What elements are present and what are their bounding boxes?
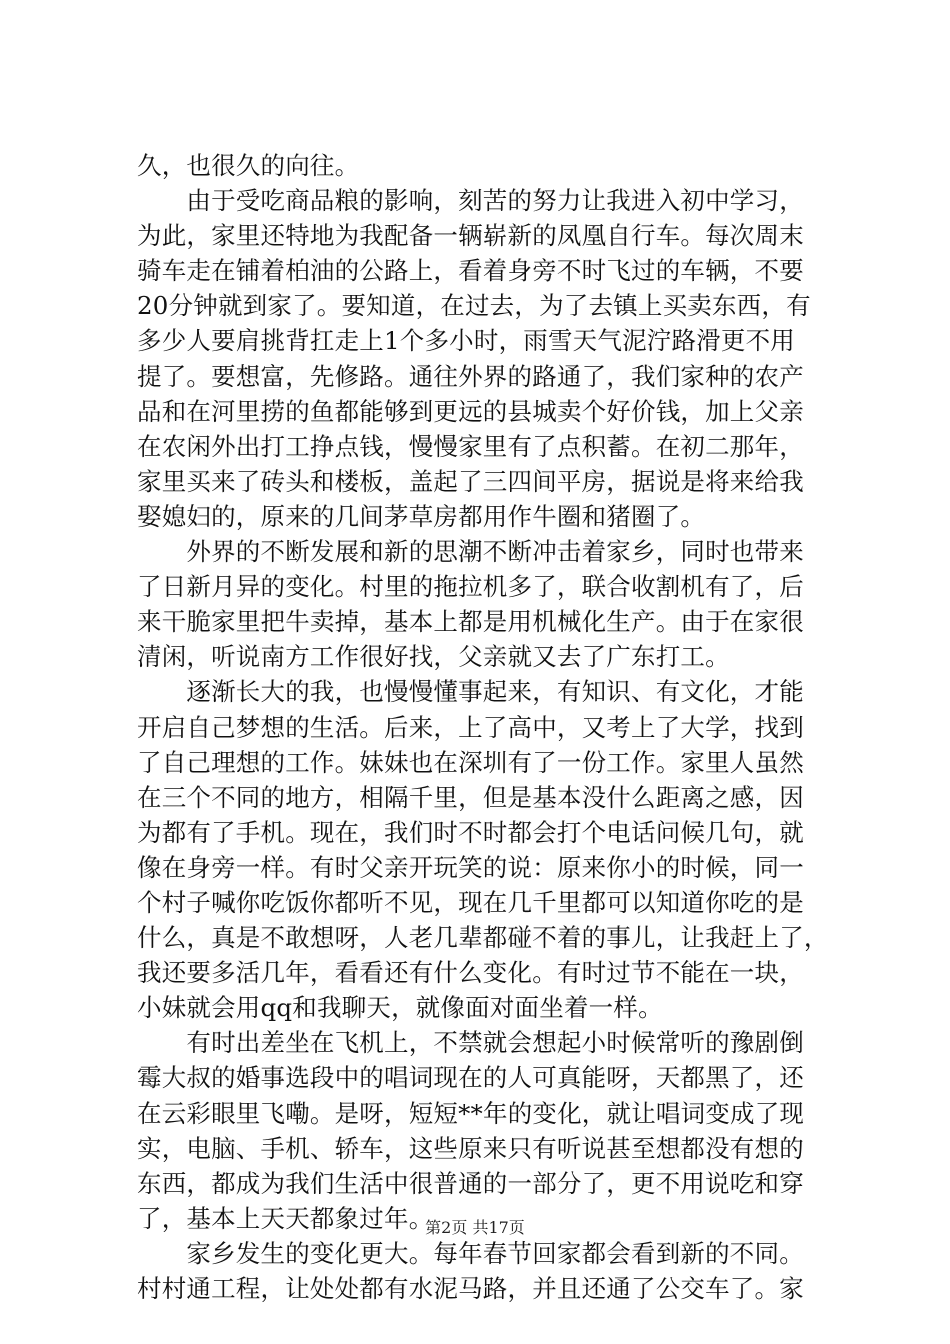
text-line: 骑车走在铺着柏油的公路上，看着身旁不时飞过的车辆，不要 [137, 256, 804, 286]
text-line: 由于受吃商品粮的影响，刻苦的努力让我进入初中学习， [137, 186, 804, 216]
text-line: 开启自己梦想的生活。后来，上了高中，又考上了大学，找到 [137, 712, 804, 742]
text-line: 像在身旁一样。有时父亲开玩笑的说：原来你小的时候，同一 [137, 852, 804, 882]
text-line: 逐渐长大的我，也慢慢懂事起来，有知识、有文化，才能 [137, 677, 804, 707]
text-line: 有时出差坐在飞机上，不禁就会想起小时候常听的豫剧倒 [137, 1028, 804, 1058]
text-line: 品和在河里捞的鱼都能够到更远的县城卖个好价钱，加上父亲 [137, 396, 804, 426]
text-line: 家里买来了砖头和楼板，盖起了三四间平房，据说是将来给我 [137, 466, 804, 496]
text-line: 来干脆家里把牛卖掉，基本上都是用机械化生产。由于在家很 [137, 607, 804, 637]
text-line: 20分钟就到家了。要知道，在过去，为了去镇上买卖东西，有 [137, 291, 811, 321]
text-line: 个村子喊你吃饭你都听不见，现在几千里都可以知道你吃的是 [137, 887, 804, 917]
text-line: 娶媳妇的，原来的几间茅草房都用作牛圈和猪圈了。 [137, 501, 706, 531]
text-line: 实，电脑、手机、轿车，这些原来只有听说甚至想都没有想的 [137, 1133, 804, 1163]
text-line: 家乡发生的变化更大。每年春节回家都会看到新的不同。 [137, 1238, 804, 1268]
text-line: 在农闲外出打工挣点钱，慢慢家里有了点积蓄。在初二那年， [137, 431, 804, 461]
text-line: 东西，都成为我们生活中很普通的一部分了，更不用说吃和穿 [137, 1168, 804, 1198]
text-line: 久，也很久的向往。 [137, 151, 360, 180]
document-body [137, 148, 827, 1306]
text-line: 外界的不断发展和新的思潮不断冲击着家乡，同时也带来 [137, 537, 804, 567]
text-line: 小妹就会用qq和我聊天，就像面对面坐着一样。 [137, 993, 663, 1023]
text-line: 为此，家里还特地为我配备一辆崭新的凤凰自行车。每次周末 [137, 221, 804, 251]
text-line: 为都有了手机。现在，我们时不时都会打个电话问候几句，就 [137, 817, 804, 847]
text-line: 村村通工程，让处处都有水泥马路，并且还通了公交车了。家 [137, 1274, 804, 1303]
text-line: 在三个不同的地方，相隔千里，但是基本没什么距离之感，因 [137, 782, 804, 812]
text-line: 清闲，听说南方工作很好找，父亲就又去了广东打工。 [137, 642, 730, 672]
text-line: 什么，真是不敢想呀，人老几辈都碰不着的事儿，让我赶上了， [137, 923, 829, 953]
text-line: 了日新月异的变化。村里的拖拉机多了，联合收割机有了，后 [137, 572, 804, 602]
text-line: 了自己理想的工作。妹妹也在深圳有了一份工作。家里人虽然 [137, 747, 804, 777]
text-line: 霉大叔的婚事选段中的唱词现在的人可真能呀，天都黑了，还 [137, 1063, 804, 1093]
text-line: 多少人要肩挑背扛走上1个多小时，雨雪天气泥泞路滑更不用 [137, 326, 795, 356]
page-number-footer: 第2页 共17页 [425, 1218, 525, 1237]
text-line: 我还要多活几年，看看还有什么变化。有时过节不能在一块， [137, 958, 804, 988]
text-line: 了，基本上天天都象过年。 [137, 1203, 434, 1233]
text-line: 提了。要想富，先修路。通往外界的路通了，我们家种的农产 [137, 361, 804, 391]
text-line: 在云彩眼里飞嘞。是呀，短短**年的变化，就让唱词变成了现 [137, 1098, 805, 1128]
